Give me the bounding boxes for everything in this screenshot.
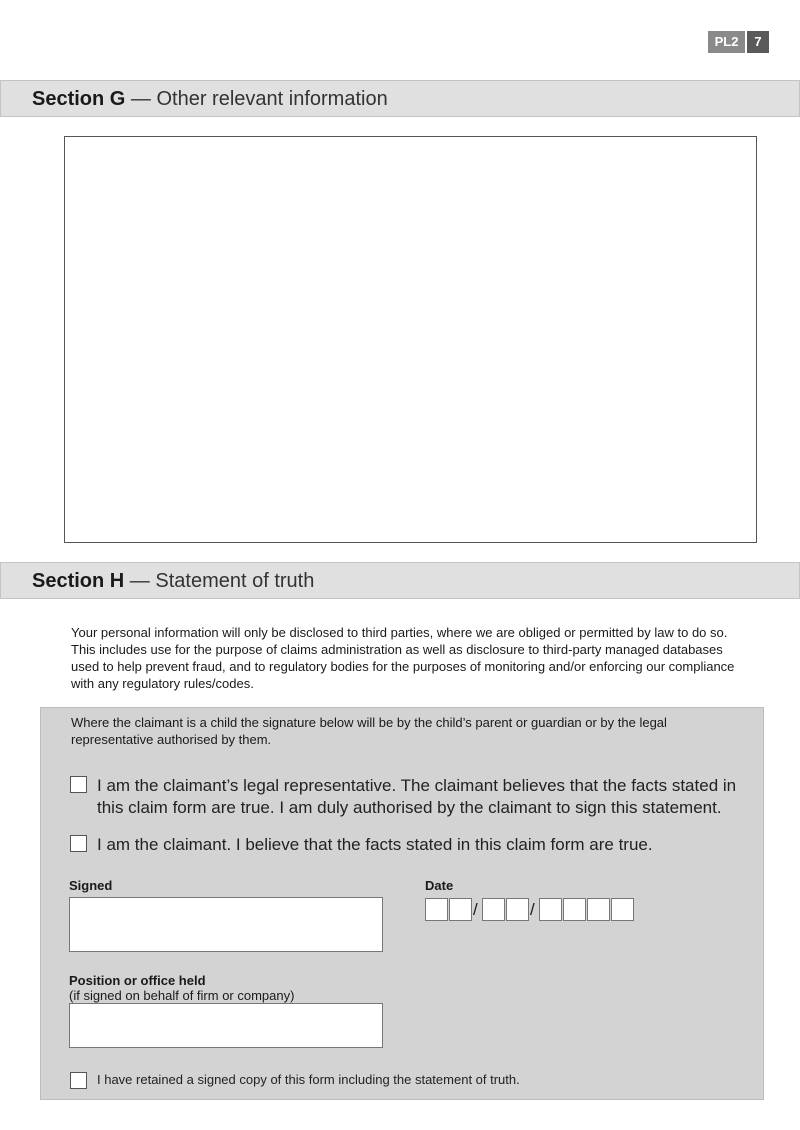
privacy-notice: Your personal information will only be disclosed to third parties, where we are obliged or permitted by law to do so. This includes use for the purpose of claims administration as well as disclosure to third-party managed databases used to help prevent fraud, and to regulatory bodies for the purposes of monitoring and/or enforcing our compliance with any regulatory rules/codes.	[71, 625, 735, 691]
date-label: Date	[425, 878, 454, 893]
date-day-digit-1[interactable]	[425, 898, 448, 921]
position-field[interactable]	[69, 1003, 383, 1048]
page-number: 7	[747, 31, 769, 53]
section-g-title	[32, 86, 388, 112]
date-year-digit-2[interactable]	[563, 898, 586, 921]
retained-copy-checkbox[interactable]	[70, 1072, 87, 1089]
representative-option	[70, 775, 760, 819]
date-month-digit-1[interactable]	[482, 898, 505, 921]
date-year-digit-1[interactable]	[539, 898, 562, 921]
date-year-digit-3[interactable]	[587, 898, 610, 921]
date-separator: /	[473, 900, 478, 919]
claimant-checkbox[interactable]	[70, 835, 87, 852]
section-h-title	[32, 568, 314, 594]
form-code: PL2	[708, 31, 745, 53]
date-month	[482, 898, 530, 921]
representative-checkbox[interactable]	[70, 776, 87, 793]
child-claimant-note: Where the claimant is a child the signature below will be by the child’s parent or guardian or by the legal representative authorised by them.	[71, 715, 667, 747]
date-year-digit-4[interactable]	[611, 898, 634, 921]
section-g-header	[0, 80, 800, 117]
date-day-digit-2[interactable]	[449, 898, 472, 921]
section-g-heading: — Other relevant information	[125, 88, 388, 110]
statement-of-truth-panel	[40, 707, 764, 1100]
date-day	[425, 898, 473, 921]
signed-label: Signed	[69, 878, 113, 893]
date-separator: /	[530, 900, 535, 919]
position-label: Position or office held	[69, 973, 206, 988]
retained-copy-label: I have retained a signed copy of this form including the statement of truth.	[97, 1072, 520, 1087]
section-h-header	[0, 562, 800, 599]
position-sublabel: (if signed on behalf of firm or company)	[69, 988, 295, 1003]
signature-field[interactable]	[69, 897, 383, 952]
claimant-option	[70, 834, 760, 856]
section-h-label: Section H	[32, 570, 125, 592]
representative-option-label: I am the claimant’s legal representative. The claimant believes that the facts stated in this claim form are true. I am duly authorised by the claimant to sign this statement.	[97, 776, 737, 817]
date-month-digit-2[interactable]	[506, 898, 529, 921]
other-information-textarea[interactable]	[64, 136, 757, 543]
section-h-heading: — Statement of truth	[124, 570, 315, 592]
retained-copy-option	[70, 1072, 520, 1089]
claimant-option-label: I am the claimant. I believe that the facts stated in this claim form are true.	[97, 835, 653, 854]
section-g-label: Section G	[32, 88, 126, 110]
date-year	[539, 898, 635, 921]
page-badge	[708, 31, 769, 53]
